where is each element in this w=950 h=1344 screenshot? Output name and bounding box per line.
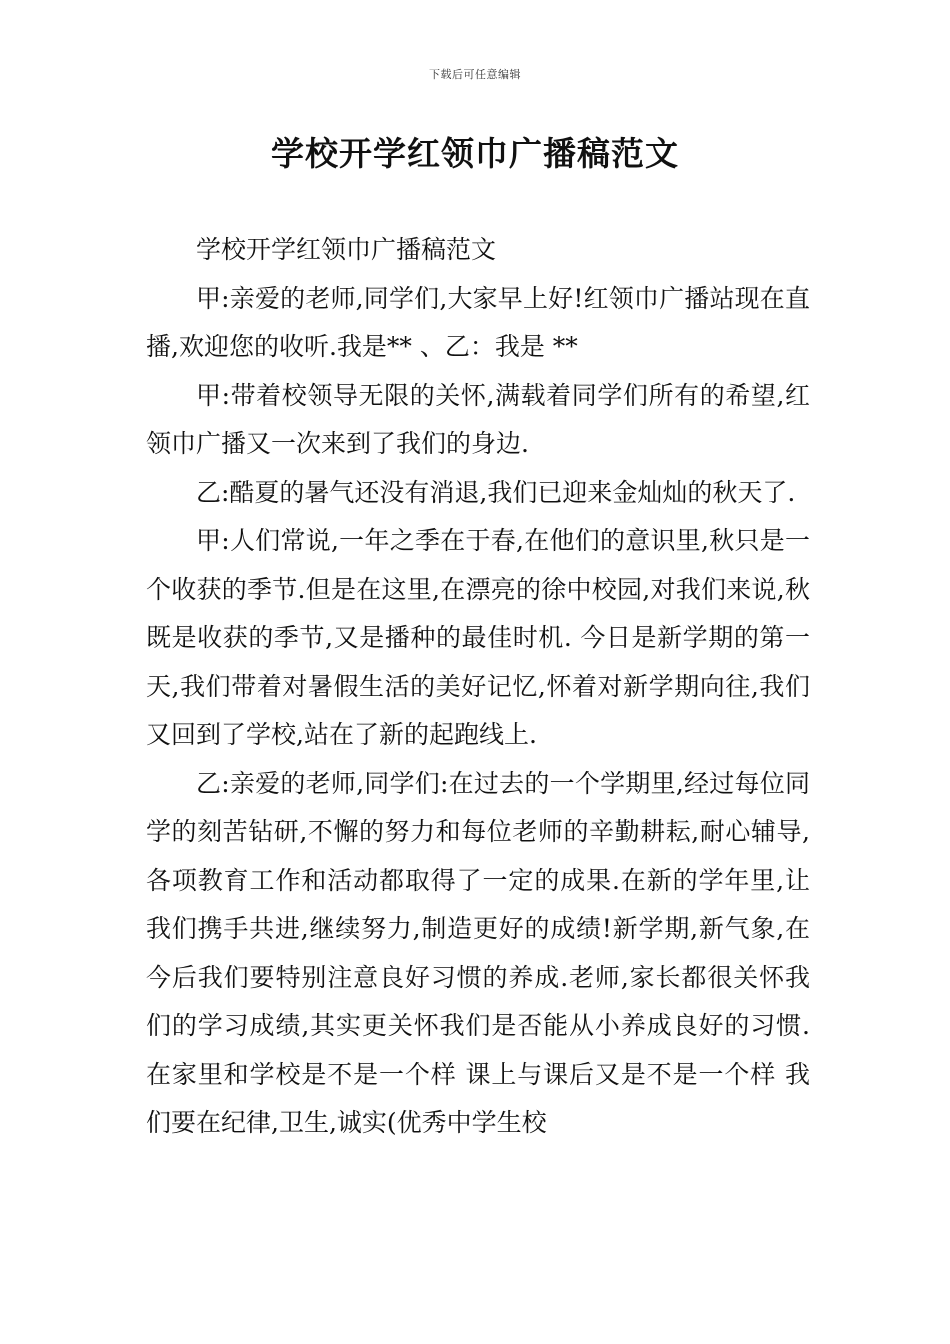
paragraph: 乙:亲爱的老师,同学们:在过去的一个学期里,经过每位同学的刻苦钻研,不懈的努力和每位老师的辛勤耕耘,耐心辅导,各项教育工作和活动都取得了一定的成果.在新的学年里,让我们携手共进,继续努力,制造更好的成绩!新学期,新气象,在今后我们要特别注意良好习惯的养成.老师,家长都很关怀我们的学习成绩,其实更关怀我们是否能从小养成良好的习惯.在家里和学校是不是一个样 课上与课后又是不是一个样 我们要在纪律,卫生,诚实(优秀中学生校 (146, 768, 810, 1137)
paragraph: 乙:酷夏的暑气还没有消退,我们已迎来金灿灿的秋天了. (196, 477, 796, 507)
header-note: 下载后可任意编辑 (429, 68, 521, 81)
paragraph: 甲:亲爱的老师,同学们,大家早上好!红领巾广播站现在直播,欢迎您的收听.我是** 、乙：我是 ** (146, 283, 810, 361)
paragraph-subtitle: 学校开学红领巾广播稿范文 (196, 235, 497, 264)
paragraph: 甲:人们常说,一年之季在于春,在他们的意识里,秋只是一个收获的季节.但是在这里,在漂亮的徐中校园,对我们来说,秋既是收获的季节,又是播种的最佳时机. 今日是新学期的第一天,我们带着对暑假生活的美好记忆,怀着对新学期向往,我们又回到了学校,站在了新的起跑线上. (146, 526, 810, 749)
document-body (146, 226, 810, 1148)
paragraph: 甲:带着校领导无限的关怀,满载着同学们所有的希望,红领巾广播又一次来到了我们的身边. (146, 380, 810, 458)
document-title: 学校开学红领巾广播稿范文 (271, 134, 679, 173)
